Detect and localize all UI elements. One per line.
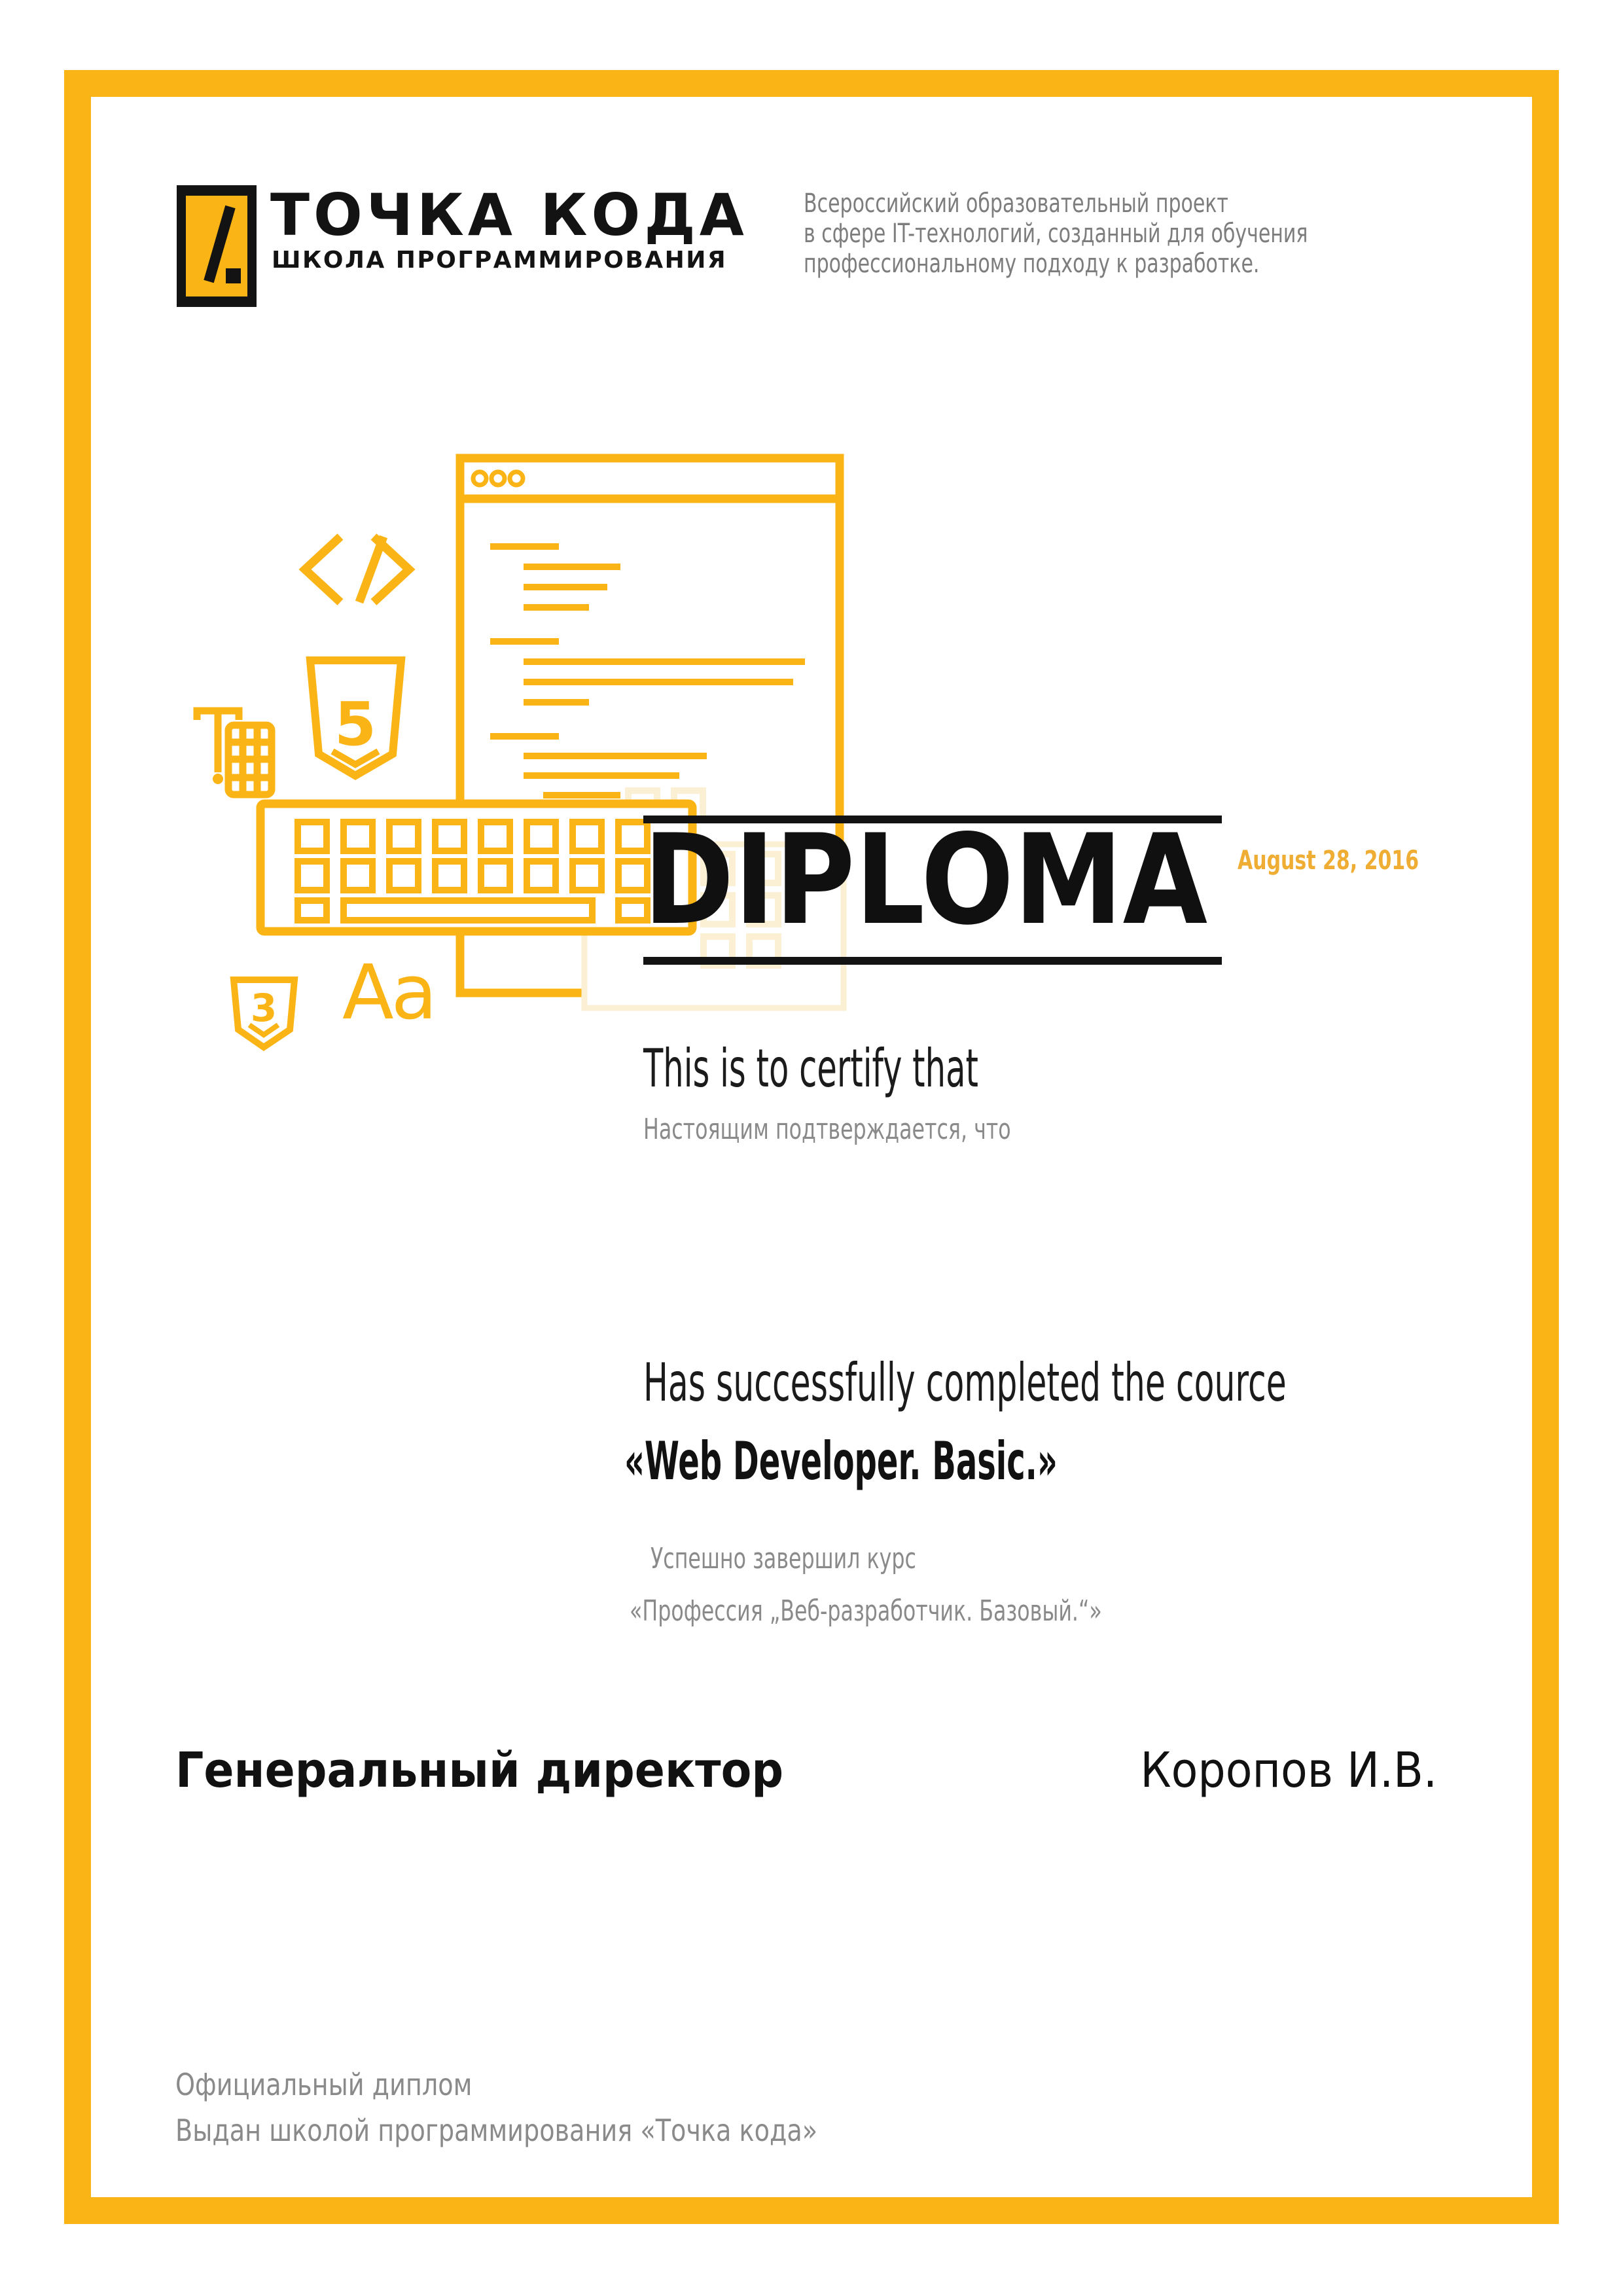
brand-subtitle: ШКОЛА ПРОГРАММИРОВАНИЯ [272, 247, 728, 274]
signature-role: Генеральный директор [175, 1742, 784, 1799]
certify-text-ru: Настоящим подтверждается, что [643, 1113, 1011, 1146]
html5-shield-icon [310, 660, 401, 776]
course-name-en: «Web Developer. Basic.» [624, 1431, 1058, 1492]
about-line-2: в сфере IT-технологий, созданный для обучения [804, 219, 1308, 249]
course-name-ru: «Профессия „Веб-разработчик. Базовый.“» [630, 1594, 1102, 1628]
footer-note [175, 2062, 949, 2153]
html5-label: 5 [334, 689, 377, 759]
css3-shield-icon [234, 980, 294, 1047]
footer-line-2: Выдан школой программирования «Точка кода» [175, 2113, 818, 2148]
about-line-1: Всероссийский образовательный проект [804, 188, 1228, 219]
about-paragraph [804, 188, 1476, 279]
code-icon [305, 537, 409, 602]
certify-text-en: This is to certify that [643, 1038, 978, 1099]
page-title: DIPLOMA [643, 808, 1208, 952]
issue-date: August 28, 2016 [1238, 846, 1419, 876]
signature-name: Коропов И.В. [1140, 1742, 1437, 1799]
css3-label: 3 [250, 986, 277, 1030]
brand-name: ТОЧКА КОДА [270, 181, 748, 249]
logo-mark [177, 185, 257, 307]
title-rule-bottom [643, 957, 1222, 965]
completed-text-ru: Успешно завершил курс [651, 1542, 916, 1575]
text-tool-icon [197, 711, 272, 795]
footer-line-1: Официальный диплом [175, 2067, 473, 2102]
keyboard-icon [260, 804, 692, 931]
about-line-3: профессиональному подходу к разработке. [804, 249, 1260, 279]
typography-icon: Aa [342, 949, 435, 1037]
completed-text-en: Has successfully completed the cource [643, 1352, 1287, 1413]
